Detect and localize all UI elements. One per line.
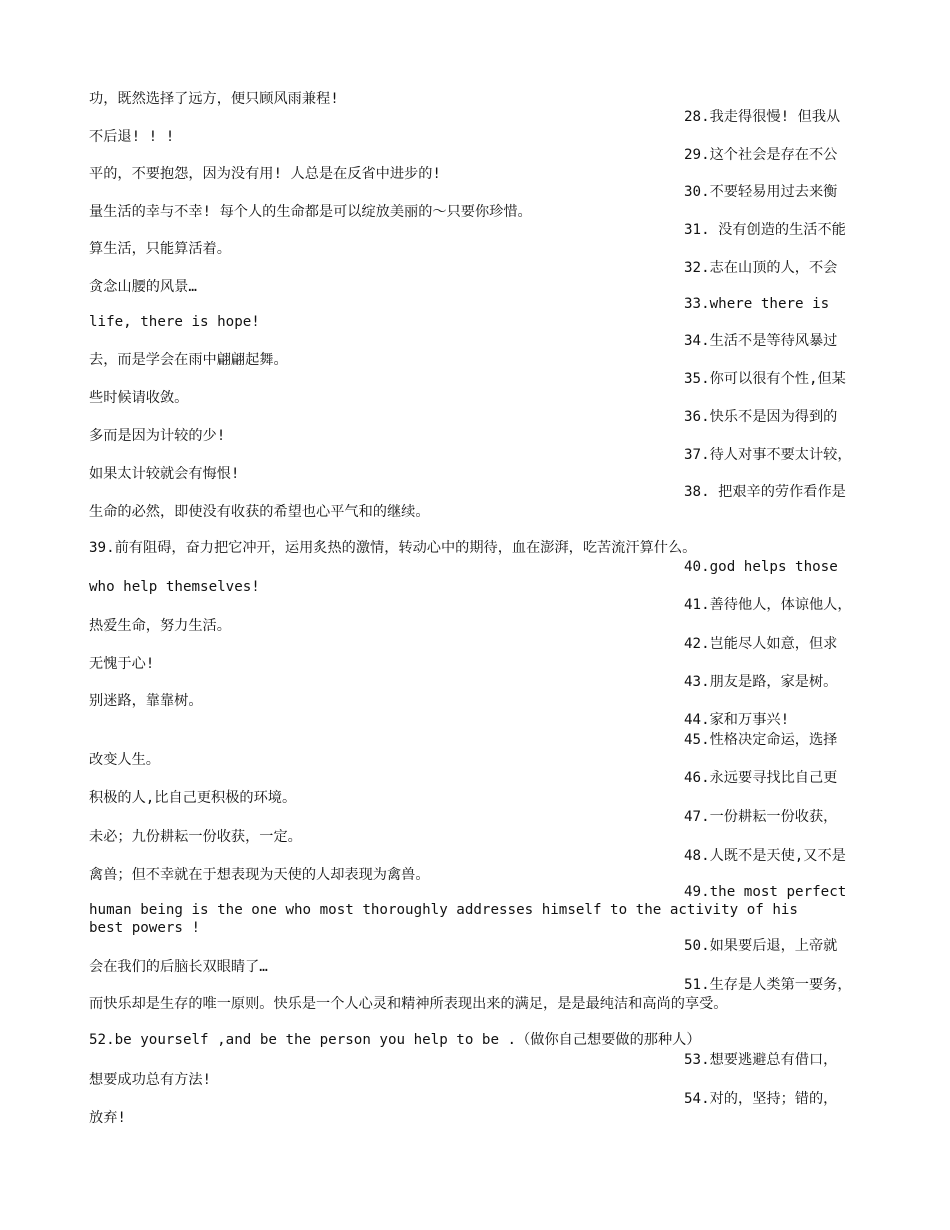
text-line: 平的，不要抱怨，因为没有用! 人总是在反省中进步的! — [89, 166, 441, 182]
text-line: 44.家和万事兴! — [684, 712, 790, 728]
text-line: 33.where there is — [684, 296, 830, 312]
text-line: 放弃! — [89, 1110, 126, 1126]
text-line: 41.善待他人，体谅他人， — [684, 597, 852, 613]
text-line: 量生活的幸与不幸! 每个人的生命都是可以绽放美丽的～只要你珍惜。 — [89, 204, 532, 220]
text-line: 功，既然选择了远方，便只顾风雨兼程! — [89, 91, 339, 107]
text-line: 39.前有阻碍，奋力把它冲开，运用炙热的激情，转动心中的期待，血在澎湃，吃苦流汗算什么。 — [89, 540, 697, 556]
text-line: 43.朋友是路，家是树。 — [684, 674, 838, 690]
text-line: 不后退! ! ! — [89, 129, 175, 145]
text-line: 别迷路，靠靠树。 — [89, 693, 203, 709]
text-line: human being is the one who most thoroughly addresses himself to the activity of his — [89, 902, 798, 918]
text-line: 去，而是学会在雨中翩翩起舞。 — [89, 352, 288, 368]
text-line: 36.快乐不是因为得到的 — [684, 409, 838, 425]
text-line: best powers ! — [89, 920, 201, 936]
text-line: 想要成功总有方法! — [89, 1072, 212, 1088]
text-line: 46.永远要寻找比自己更 — [684, 770, 838, 786]
text-line: 如果太计较就会有悔恨! — [89, 466, 240, 482]
text-line: 会在我们的后脑长双眼睛了… — [89, 959, 268, 975]
text-line: 51.生存是人类第一要务， — [684, 977, 852, 993]
text-line: life, there is hope! — [89, 314, 260, 330]
text-line: 54.对的，坚持；错的， — [684, 1091, 838, 1107]
text-line: 50.如果要后退，上帝就 — [684, 938, 838, 954]
text-line: 算生活，只能算活着。 — [89, 241, 231, 257]
text-line: 些时候请收敛。 — [89, 390, 189, 406]
text-line: 49.the most perfect — [684, 884, 847, 900]
text-line: 改变人生。 — [89, 752, 160, 768]
text-line: 无愧于心! — [89, 656, 155, 672]
text-line: 37.待人对事不要太计较， — [684, 447, 852, 463]
text-line: 45.性格决定命运，选择 — [684, 732, 838, 748]
text-line: 30.不要轻易用过去来衡 — [684, 184, 838, 200]
text-line: 40.god helps those — [684, 559, 838, 575]
text-line: 贪念山腰的风景… — [89, 279, 197, 295]
text-line: 生命的必然，即使没有收获的希望也心平气和的继续。 — [89, 504, 430, 520]
text-line: 48.人既不是天使,又不是 — [684, 848, 846, 864]
text-line: 53.想要逃避总有借口， — [684, 1052, 838, 1068]
text-line: 52.be yourself ,and be the person you help to be .（做你自己想要做的那种人） — [89, 1032, 701, 1048]
text-line: 而快乐却是生存的唯一原则。快乐是一个人心灵和精神所表现出来的满足，是是最纯洁和高尚的享受。 — [89, 996, 728, 1012]
text-line: 32.志在山顶的人，不会 — [684, 260, 838, 276]
text-line: 积极的人,比自己更积极的环境。 — [89, 790, 297, 806]
text-line: who help themselves! — [89, 579, 260, 595]
text-line: 28.我走得很慢! 但我从 — [684, 109, 841, 125]
text-line: 47.一份耕耘一份收获， — [684, 809, 838, 825]
text-line: 34.生活不是等待风暴过 — [684, 333, 838, 349]
text-line: 热爱生命，努力生活。 — [89, 618, 231, 634]
text-line: 未必；九份耕耘一份收获，一定。 — [89, 829, 302, 845]
text-line: 多而是因为计较的少! — [89, 428, 226, 444]
text-line: 禽兽；但不幸就在于想表现为天使的人却表现为禽兽。 — [89, 867, 430, 883]
text-line: 42.岂能尽人如意，但求 — [684, 636, 838, 652]
text-line: 38. 把艰辛的劳作看作是 — [684, 484, 846, 500]
text-line: 31. 没有创造的生活不能 — [684, 222, 846, 238]
text-line: 35.你可以很有个性,但某 — [684, 371, 846, 387]
text-line: 29.这个社会是存在不公 — [684, 147, 838, 163]
